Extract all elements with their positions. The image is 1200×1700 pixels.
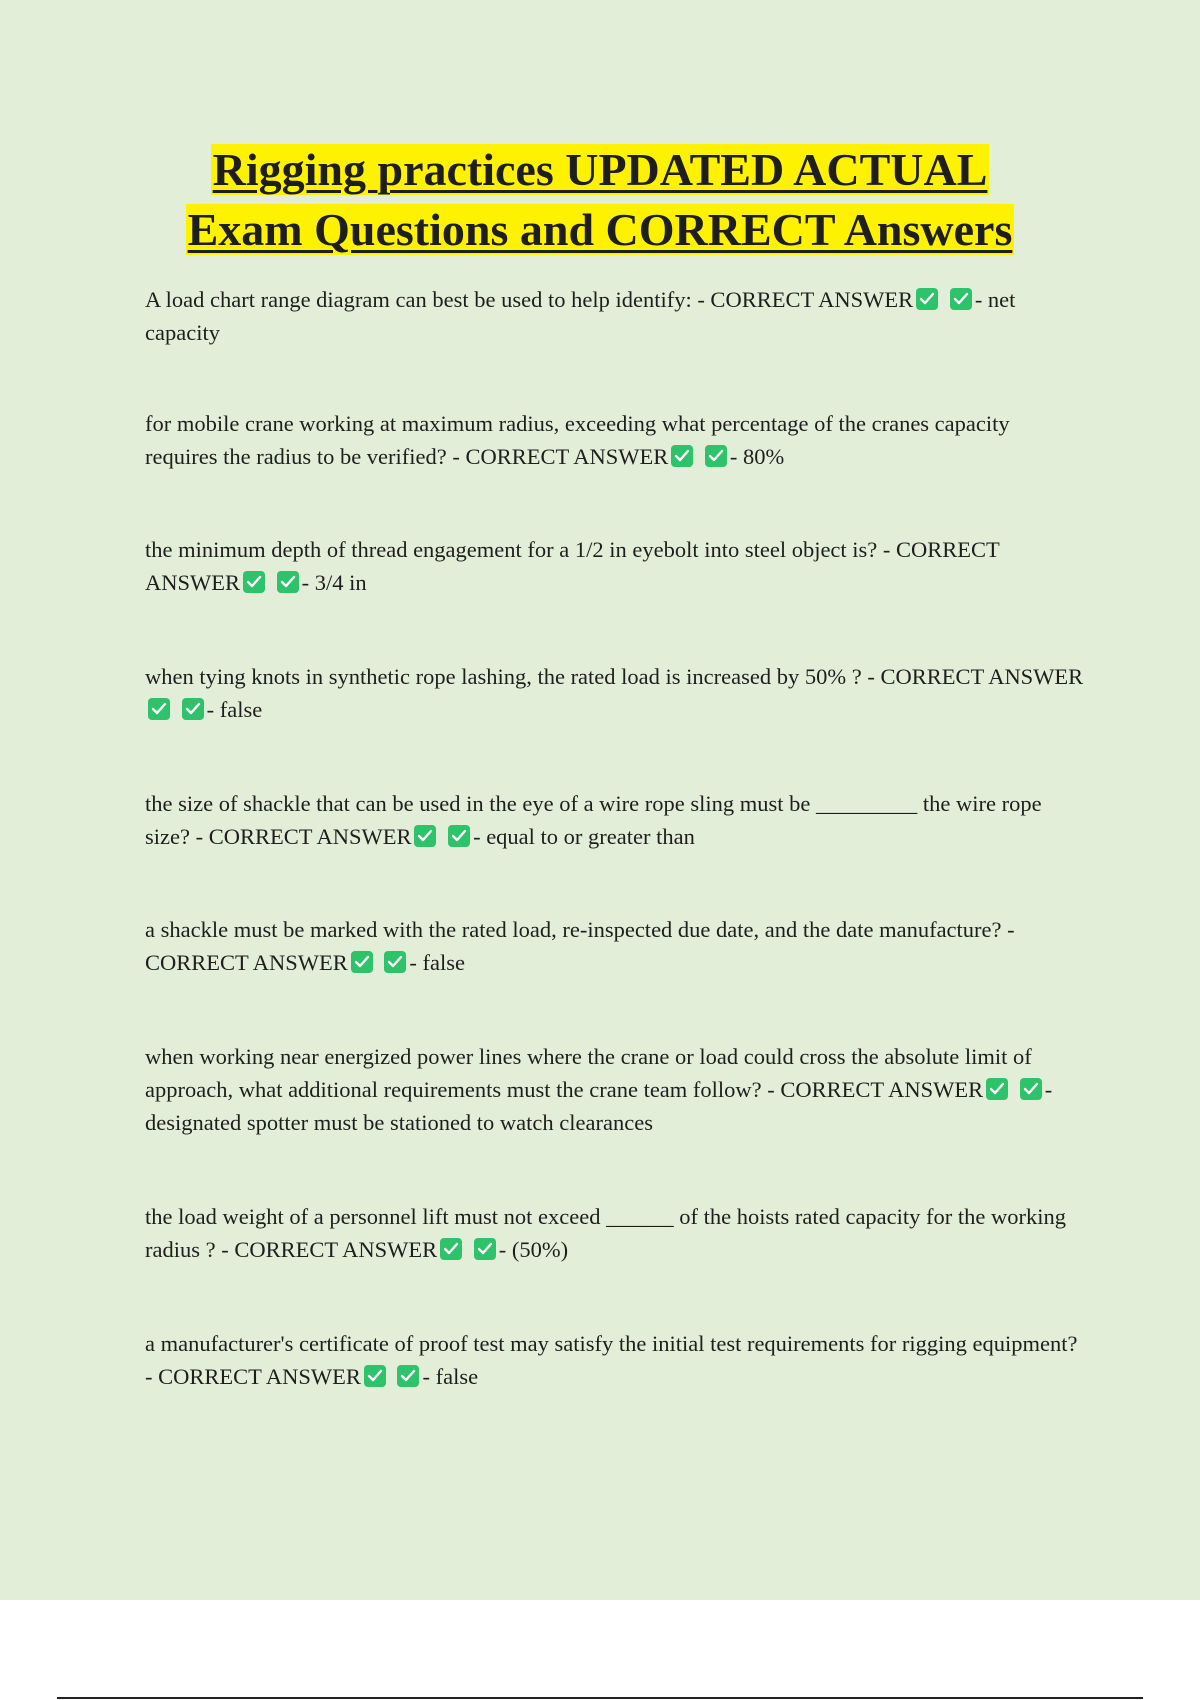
answer-text: - net capacity [145, 287, 1016, 345]
qa-item [145, 407, 1085, 473]
qa-item [145, 533, 1085, 599]
document-title [0, 140, 1200, 260]
check-mark-icon [671, 445, 693, 467]
answer-text: - 80% [729, 444, 785, 469]
check-mark-icon [182, 698, 204, 720]
check-mark-icon [414, 825, 436, 847]
question-text: a shackle must be marked with the rated load, re-inspected due date, and the date manufacture? - CORRECT ANSWER [145, 917, 1015, 975]
footer-divider [57, 1697, 1143, 1699]
check-mark-icon [243, 571, 265, 593]
question-text: when tying knots in synthetic rope lashing, the rated load is increased by 50% ? - CORRECT ANSWER [145, 664, 1084, 689]
title-line-1: Rigging practices UPDATED ACTUAL [212, 144, 988, 195]
answer-text: - 3/4 in [301, 570, 367, 595]
check-mark-icon [384, 951, 406, 973]
qa-item [145, 787, 1085, 853]
check-mark-icon [916, 288, 938, 310]
title-line-2: Exam Questions and CORRECT Answers [187, 204, 1013, 255]
check-mark-icon [950, 288, 972, 310]
check-mark-icon [277, 571, 299, 593]
qa-item [145, 1040, 1085, 1139]
question-text: the size of shackle that can be used in the eye of a wire rope sling must be _________ the wire rope size? - CORRECT ANSWER [145, 791, 1042, 849]
check-mark-icon [364, 1365, 386, 1387]
answer-text: - equal to or greater than [473, 824, 695, 849]
check-mark-icon [1020, 1078, 1042, 1100]
check-mark-icon [440, 1238, 462, 1260]
answer-text: - designated spotter must be stationed to watch clearances [145, 1077, 1053, 1135]
answer-text: - false [409, 950, 465, 975]
question-text: when working near energized power lines where the crane or load could cross the absolute limit of approach, what additional requirements must the crane team follow? - CORRECT ANSWER [145, 1044, 1032, 1102]
question-text: a manufacturer's certificate of proof test may satisfy the initial test requirements for rigging equipment? - CORRECT ANSWER [145, 1331, 1078, 1389]
check-mark-icon [351, 951, 373, 973]
check-mark-icon [397, 1365, 419, 1387]
qa-item [145, 1200, 1085, 1266]
check-mark-icon [448, 825, 470, 847]
qa-item [145, 283, 1085, 349]
question-text: for mobile crane working at maximum radius, exceeding what percentage of the cranes capacity requires the radius to be verified? - CORRECT ANSWER [145, 411, 1010, 469]
answer-text: - false [422, 1364, 479, 1389]
check-mark-icon [148, 698, 170, 720]
qa-item [145, 660, 1085, 726]
qa-item [145, 1327, 1085, 1393]
check-mark-icon [986, 1078, 1008, 1100]
qa-item [145, 913, 1085, 979]
answer-text: - (50%) [498, 1237, 569, 1262]
question-text: the load weight of a personnel lift must not exceed ______ of the hoists rated capacity for the working radius ? - CORRECT ANSWER [145, 1204, 1066, 1262]
question-text: the minimum depth of thread engagement for a 1/2 in eyebolt into steel object is? - CORRECT ANSWER [145, 537, 1000, 595]
answer-text: - false [206, 697, 263, 722]
check-mark-icon [705, 445, 727, 467]
question-text: A load chart range diagram can best be used to help identify: - CORRECT ANSWER [145, 287, 914, 312]
check-mark-icon [474, 1238, 496, 1260]
